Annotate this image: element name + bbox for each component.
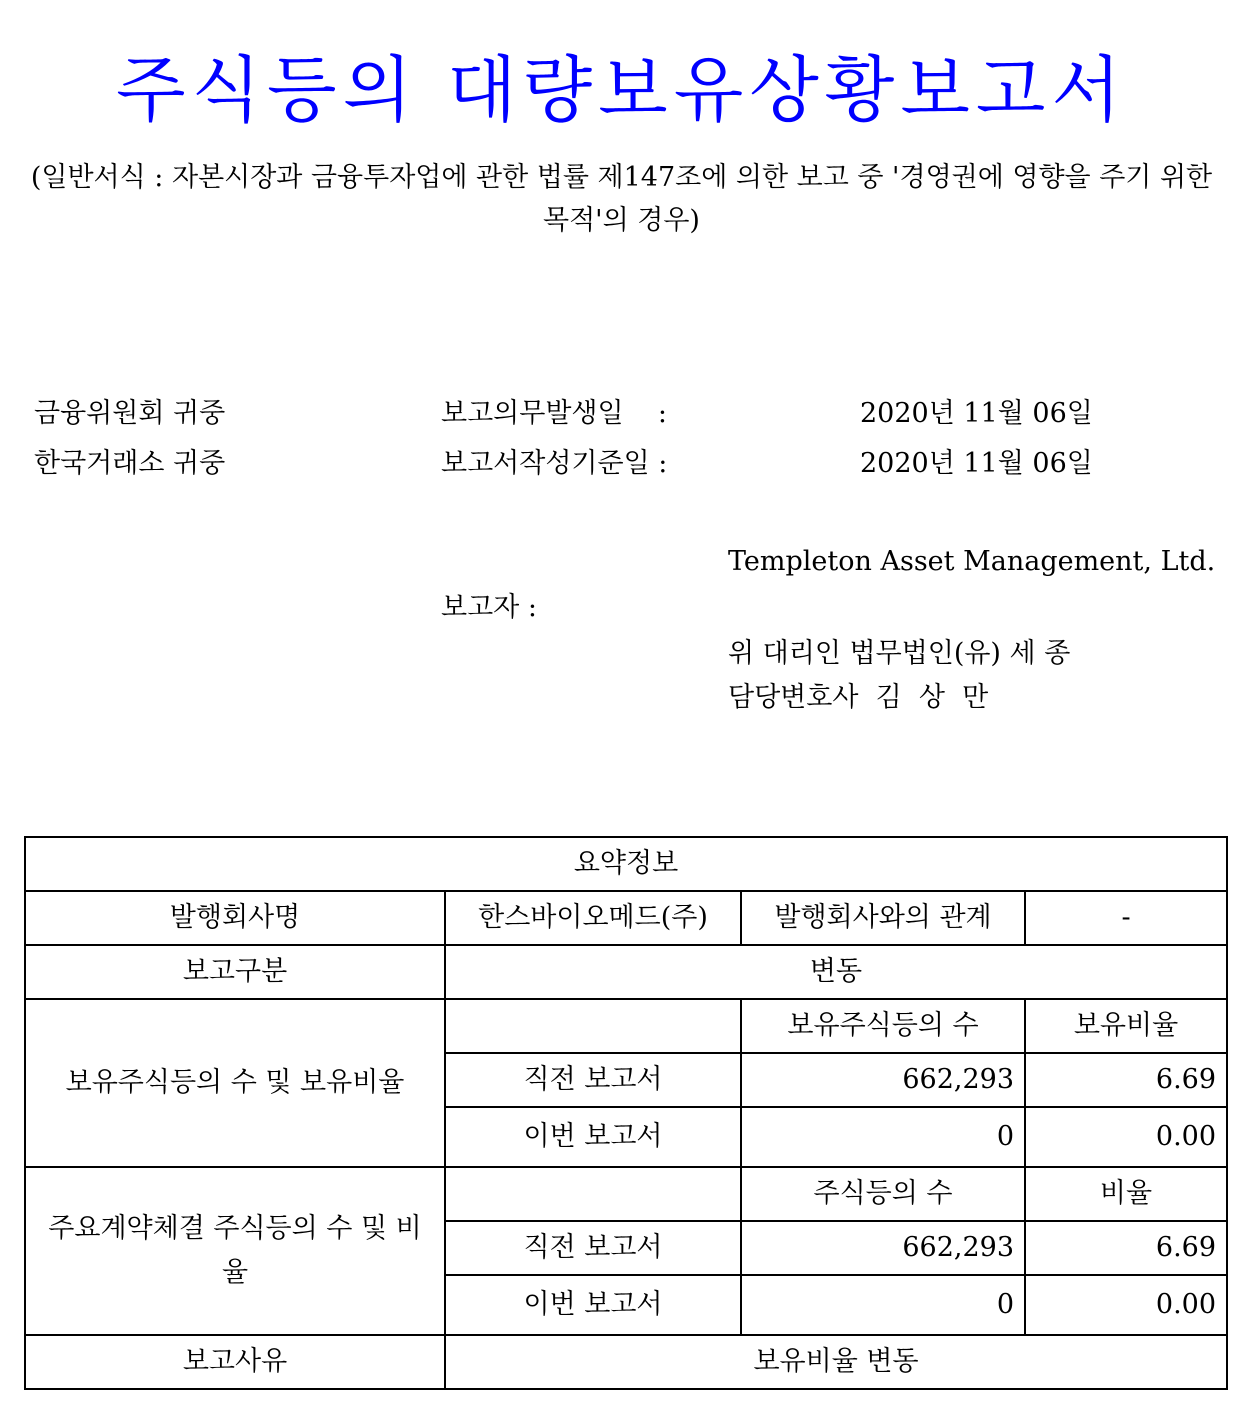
table-row bbox=[25, 1167, 1227, 1221]
addressee-krx: 한국거래소 귀중 bbox=[34, 448, 226, 479]
basis-date-label: 보고서작성기준일 : bbox=[441, 448, 668, 479]
reporter-lawyer: 담당변호사 김 상 만 bbox=[728, 682, 989, 713]
holdings-col-ratio: 보유비율 bbox=[1025, 999, 1227, 1053]
contracts-prev-shares: 662,293 bbox=[741, 1221, 1025, 1275]
contracts-prev-label: 직전 보고서 bbox=[445, 1221, 741, 1275]
contracts-col-shares: 주식등의 수 bbox=[741, 1167, 1025, 1221]
basis-date-value: 2020년 11월 06일 bbox=[860, 448, 1093, 479]
contracts-blank-cell bbox=[445, 1167, 741, 1221]
reason-label: 보고사유 bbox=[25, 1335, 445, 1389]
holdings-col-shares: 보유주식등의 수 bbox=[741, 999, 1025, 1053]
contracts-col-ratio: 비율 bbox=[1025, 1167, 1227, 1221]
reporter-name: Templeton Asset Management, Ltd. bbox=[728, 546, 1216, 577]
report-subtitle: (일반서식 : 자본시장과 금융투자업에 관한 법률 제147조에 의한 보고 중 '경영권에 영향을 주기 위한 목적'의 경우) bbox=[30, 162, 1213, 236]
holdings-prev-ratio: 6.69 bbox=[1025, 1053, 1227, 1107]
issuer-label: 발행회사명 bbox=[25, 891, 445, 945]
report-title: 주식등의 대량보유상황보고서 bbox=[115, 48, 1128, 132]
contracts-prev-ratio: 6.69 bbox=[1025, 1221, 1227, 1275]
holdings-curr-shares: 0 bbox=[741, 1107, 1025, 1167]
table-row bbox=[25, 999, 1227, 1053]
summary-heading: 요약정보 bbox=[25, 837, 1227, 891]
holdings-blank-cell bbox=[445, 999, 741, 1053]
holdings-label: 보유주식등의 수 및 보유비율 bbox=[25, 999, 445, 1167]
table-row bbox=[25, 891, 1227, 945]
table-row bbox=[25, 945, 1227, 999]
report-type-label: 보고구분 bbox=[25, 945, 445, 999]
addressee-fsc: 금융위원회 귀중 bbox=[34, 398, 226, 429]
relation-value: - bbox=[1025, 891, 1227, 945]
summary-table bbox=[24, 836, 1228, 1390]
contracts-curr-label: 이번 보고서 bbox=[445, 1275, 741, 1335]
issuer-value: 한스바이오메드(주) bbox=[445, 891, 741, 945]
holdings-prev-shares: 662,293 bbox=[741, 1053, 1025, 1107]
table-row bbox=[25, 1335, 1227, 1389]
obligation-date-value: 2020년 11월 06일 bbox=[860, 398, 1093, 429]
reporter-agent: 위 대리인 법무법인(유) 세 종 bbox=[728, 638, 1071, 669]
holdings-prev-label: 직전 보고서 bbox=[445, 1053, 741, 1107]
relation-label: 발행회사와의 관계 bbox=[741, 891, 1025, 945]
report-type-value: 변동 bbox=[445, 945, 1227, 999]
obligation-date-label: 보고의무발생일 : bbox=[441, 398, 668, 429]
reporter-label: 보고자 : bbox=[441, 592, 537, 623]
holdings-curr-label: 이번 보고서 bbox=[445, 1107, 741, 1167]
contracts-curr-ratio: 0.00 bbox=[1025, 1275, 1227, 1335]
contracts-curr-shares: 0 bbox=[741, 1275, 1025, 1335]
table-row bbox=[25, 837, 1227, 891]
contracts-label: 주요계약체결 주식등의 수 및 비율 bbox=[25, 1167, 445, 1335]
holdings-curr-ratio: 0.00 bbox=[1025, 1107, 1227, 1167]
reason-value: 보유비율 변동 bbox=[445, 1335, 1227, 1389]
